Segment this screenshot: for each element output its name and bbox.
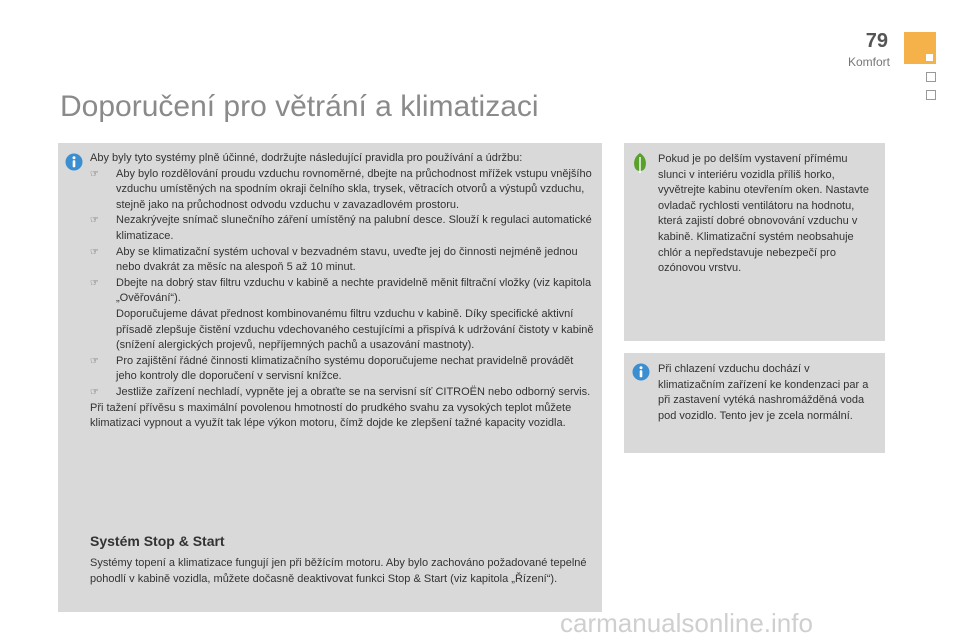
filter-note-text: Doporučujeme dávat přednost kombinovanému filtru vzduchu v kabině. Díky specifické aktivní přísadě zlepšuje čistění vzduchu vdechovaného cestujícími a přispívá k udržování čistoty v kabině (snížení alergických projevů, nepříjemných pachů a usazování mastnoty). [116, 307, 594, 352]
list-item-text: Dbejte na dobrý stav filtru vzduchu v kabině a nechte pravidelně měnit filtrační vložky (viz kapitola „Ověřování“). [116, 276, 592, 305]
bullet-arrow-icon: ☞ [90, 355, 99, 367]
section-tab-marker [926, 54, 933, 61]
list-item [90, 276, 596, 307]
eco-tip-text: Pokud je po delším vystavení přímému slunci v interiéru vozidla příliš horko, vyvětrejte kabinu otevřením oken. Nastavte ovladač rychlosti ventilátoru na hodnotu, která zajistí dobré obnovování vzduchu v kabině. Klimatizační systém neobsahuje chlór a nepředstavuje nebezpečí pro ozónovou vrstvu. [658, 153, 869, 275]
list-item-text: Aby se klimatizační systém uchoval v bezvadném stavu, uveďte jej do činnosti nejméně jednou nebo dvakrát za měsíc na alespoň 5 až 10 minut. [116, 245, 578, 274]
bullet-arrow-icon: ☞ [90, 386, 99, 398]
main-panel-text [90, 151, 596, 432]
leaf-icon [632, 152, 648, 174]
stop-start-paragraph: Systémy topení a klimatizace fungují jen při běžícím motoru. Aby bylo zachováno požadované tepelné pohodlí v kabině vozidla, můžete dočasně deaktivovat funkci Stop & Start (viz kapitola „Řízení“). [90, 557, 587, 585]
page-number: 79 [865, 30, 888, 52]
list-item [90, 245, 596, 276]
list-item-text: Aby bylo rozdělování proudu vzduchu rovnoměrné, dbejte na průchodnost mřížek vstupu vnějšího vzduchu umístěných na spodním okraji čelního skla, trysek, větracích otvorů a výstupů vzduchu, stejně jako na průchodnost odvodu vzduchu v zavazadlovém prostoru. [116, 167, 592, 211]
list-item [90, 385, 596, 401]
chapter-marker-box [926, 72, 936, 82]
bullet-arrow-icon: ☞ [90, 277, 99, 289]
page-title: Doporučení pro větrání a klimatizaci [60, 90, 539, 123]
section-label: Komfort [847, 55, 890, 69]
intro-paragraph: Aby byly tyto systémy plně účinné, dodržujte následující pravidla pro používání a údržbu: [90, 152, 523, 164]
bullet-arrow-icon: ☞ [90, 168, 99, 180]
filter-note [90, 307, 596, 354]
info-icon [632, 363, 650, 381]
list-item-text: Pro zajištění řádné činnosti klimatizačního systému doporučujeme nechat pravidelně provádět jeho kontroly dle doporučení v servisní knížce. [116, 354, 574, 383]
list-item [90, 167, 596, 214]
list-item [90, 213, 596, 244]
bullet-arrow-icon: ☞ [90, 246, 99, 258]
info-icon [65, 153, 83, 171]
towing-paragraph: Při tažení přívěsu s maximální povolenou hmotností do prudkého svahu za vysokých teplot můžete klimatizaci vypnout a využít tak lépe výkon motoru, čímž dojde ke zlepšení tažné kapacity vozidla. [90, 401, 572, 430]
list-item [90, 354, 596, 385]
list-item-text: Jestliže zařízení nechladí, vypněte jej a obraťte se na servisní síť CITROËN nebo odborný servis. [116, 385, 591, 398]
condensation-info-text: Při chlazení vzduchu dochází v klimatizačním zařízení ke kondenzaci par a při zastavení vytéká nashromážděná voda pod vozidlo. Tento jev je zcela normální. [658, 363, 869, 422]
bullet-arrow-icon: ☞ [90, 215, 99, 227]
watermark: carmanualsonline.info [560, 608, 813, 638]
list-item-text: Nezakrývejte snímač slunečního záření umístěný na palubní desce. Slouží k regulaci automatické klimatizace. [116, 214, 592, 242]
stop-start-heading: Systém Stop & Start [90, 533, 225, 549]
chapter-marker-box [926, 90, 936, 100]
